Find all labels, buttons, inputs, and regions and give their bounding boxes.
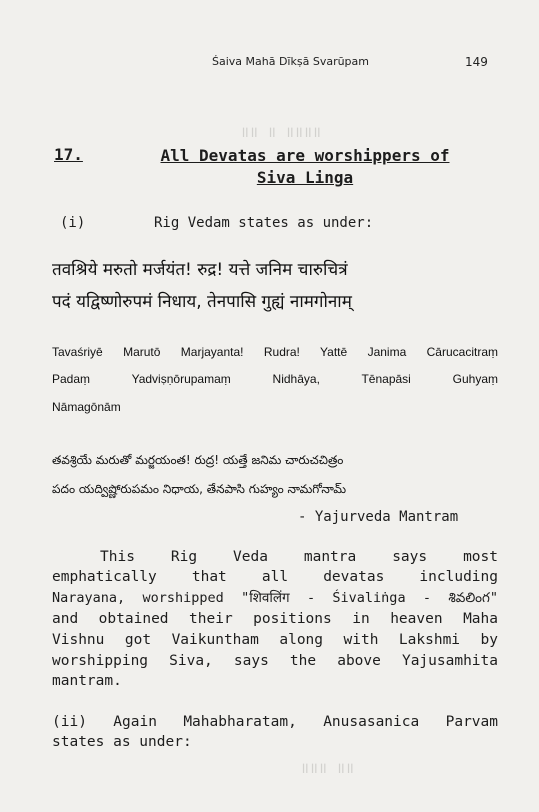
verse-attribution: - Yajurveda Mantram: [298, 509, 459, 525]
chapter-number: 17.: [54, 145, 83, 164]
section2-line2: states as under:: [52, 734, 192, 750]
paragraph-line: worshipping Siva, says the above Yajusamhita: [52, 653, 498, 669]
chapter-title-line2: Siva Linga: [256, 168, 354, 187]
verse-telugu-line1: తవశ్రియే మరుతో మర్జయంత! రుద్ర! యత్తే జనిమ చారుచచిత్రం: [52, 453, 344, 467]
verse-transliteration-line3: Nāmagōnām: [52, 400, 121, 414]
chapter-title: [124, 145, 486, 189]
paragraph-line: emphatically that all devatas including: [52, 569, 498, 585]
page-number: 149: [465, 55, 488, 69]
show-through-text: ॥॥ ॥ ॥॥॥॥: [240, 123, 321, 141]
show-through-text: ॥॥॥ ॥॥: [300, 759, 354, 777]
section2-line1: (ii) Again Mahabharatam, Anusasanica Parvam: [52, 714, 498, 730]
paragraph-line: mantram.: [52, 673, 122, 689]
paragraph-line: Vishnu got Vaikuntham along with Lakshmi by: [52, 632, 498, 648]
paragraph-line: Narayana, worshipped "शिवलिंग - Śivaliṅga - శివలింగ": [52, 590, 498, 606]
running-header: Śaiva Mahā Dīkṣā Svarūpam: [212, 55, 369, 68]
verse-devanagari-line1: तवश्रिये मरुतो मर्जयंत! रुद्र! यत्ते जनिम चारुचित्रं: [52, 260, 348, 280]
chapter-title-line1: All Devatas are worshippers of: [160, 146, 450, 165]
paragraph-line: and obtained their positions in heaven Maha: [52, 611, 498, 627]
verse-devanagari-line2: पदं यद्विष्णोरुपमं निधाय, तेनपासि गुह्यं नामगोनाम्: [52, 292, 352, 312]
verse-telugu-line2: పదం యద్విష్ణోరుపమం నిధాయ, తేనపాసి గుహ్యం నామగోనామ్: [52, 482, 347, 496]
verse-transliteration-line2: Padaṃ Yadviṣṇōrupamaṃ Nidhāya, Tēnapāsi Guhyaṃ: [52, 372, 498, 386]
section-intro: Rig Vedam states as under:: [154, 215, 374, 231]
section-label: (i): [60, 215, 86, 231]
paragraph-line: This Rig Veda mantra says most: [100, 549, 498, 565]
verse-transliteration-line1: Tavaśriyē Marutō Marjayanta! Rudra! Yattē Janima Cārucacitraṃ: [52, 345, 498, 359]
